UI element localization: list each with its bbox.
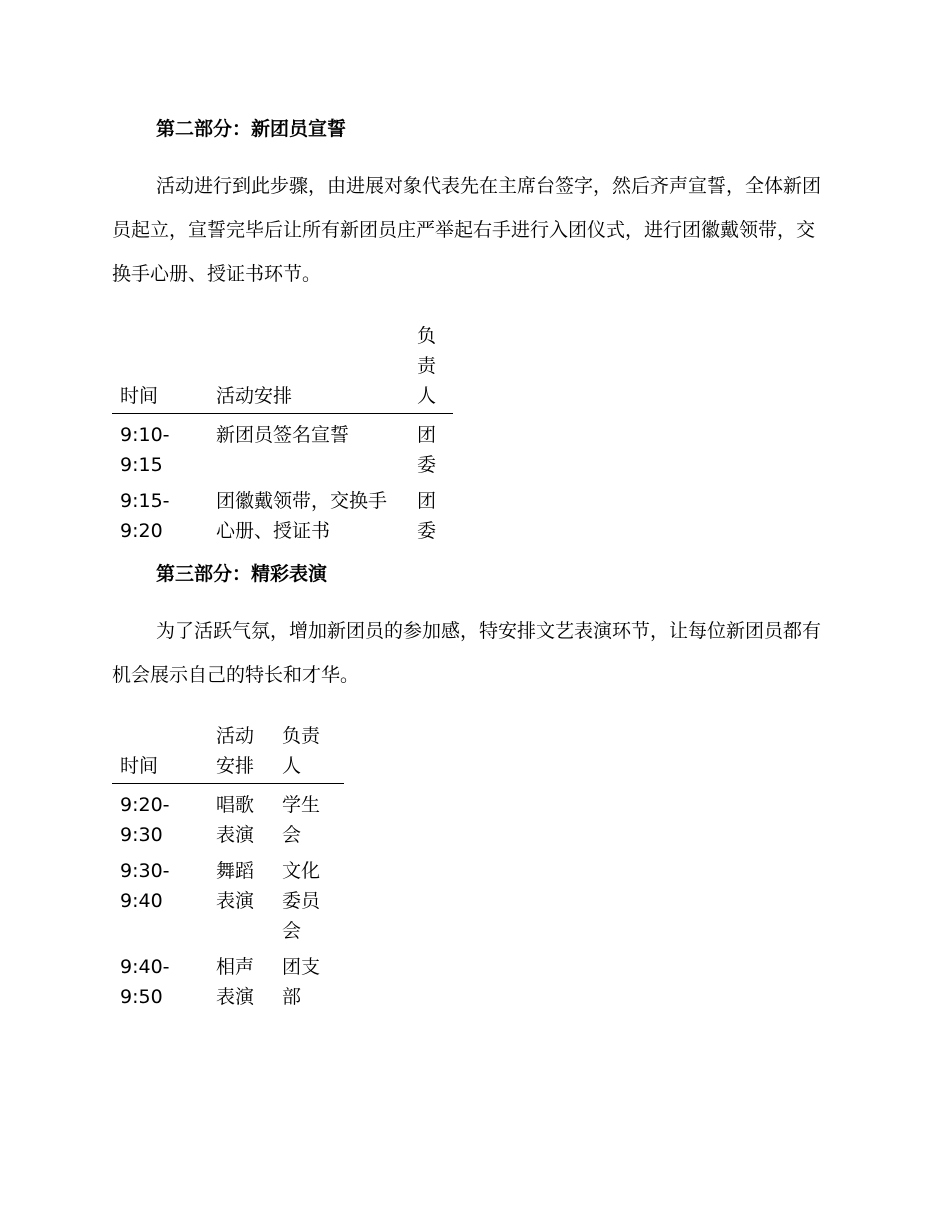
cell-time: 9:10-9:15 (120, 424, 170, 476)
section-3-schedule-table (112, 721, 344, 1018)
section-3-paragraph: 为了活跃气氛，增加新团员的参加感，特安排文艺表演环节，让每位新团员都有机会展示自己的特长和才华。 (112, 620, 822, 686)
header-time: 时间 (112, 721, 208, 784)
section-2-paragraph: 活动进行到此步骤，由进展对象代表先在主席台签字，然后齐声宣誓，全体新团员起立，宣誓完毕后让所有新团员庄严举起右手进行入团仪式，进行团徽戴领带，交换手心册、授证书环节。 (112, 175, 822, 285)
section-2-heading: 第二部分：新团员宣誓 (156, 118, 347, 140)
header-activity: 活动安排 (208, 721, 274, 784)
cell-time: 9:40-9:50 (120, 956, 170, 1008)
cell-owner: 文化委员会 (282, 860, 321, 942)
section-3-heading: 第三部分：精彩表演 (156, 563, 328, 585)
cell-activity: 团徽戴领带，交换手心册、授证书 (216, 490, 388, 542)
cell-owner: 学生会 (282, 794, 321, 846)
cell-owner: 团委 (417, 490, 437, 542)
cell-time: 9:20-9:30 (120, 794, 170, 846)
header-owner: 负责人 (409, 321, 453, 414)
table-row (112, 486, 453, 552)
cell-time: 9:30-9:40 (120, 860, 170, 912)
cell-activity: 新团员签名宣誓 (216, 424, 350, 446)
section-2-schedule-table (112, 321, 453, 552)
header-activity: 活动安排 (208, 321, 409, 414)
table-row (112, 784, 344, 857)
table-header-row (112, 721, 344, 784)
table-header-row (112, 321, 453, 414)
cell-time: 9:15-9:20 (120, 490, 170, 542)
table-row (112, 414, 453, 487)
cell-owner: 团支部 (282, 956, 321, 1008)
table-row (112, 856, 344, 952)
header-owner: 负责人 (274, 721, 344, 784)
cell-activity: 相声表演 (216, 956, 255, 1008)
cell-activity: 舞蹈表演 (216, 860, 255, 912)
cell-activity: 唱歌表演 (216, 794, 255, 846)
header-time: 时间 (112, 321, 208, 414)
cell-owner: 团委 (417, 424, 437, 476)
table-row (112, 952, 344, 1018)
